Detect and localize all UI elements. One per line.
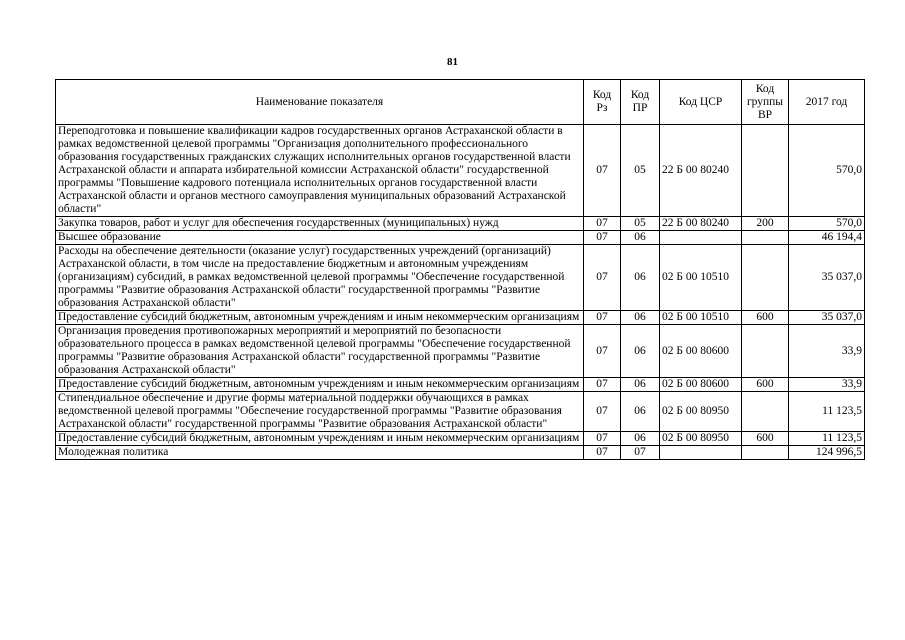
cell-vr [742,125,789,217]
table-row [56,311,865,325]
cell-vr: 600 [742,378,789,392]
cell-rz: 07 [584,125,621,217]
cell-rz: 07 [584,217,621,231]
cell-pr: 06 [621,378,660,392]
cell-name: Высшее образование [56,231,584,245]
header-csr: Код ЦСР [660,80,742,125]
cell-pr: 05 [621,217,660,231]
cell-rz: 07 [584,432,621,446]
cell-amount: 11 123,5 [789,432,865,446]
cell-pr: 07 [621,446,660,460]
cell-rz: 07 [584,245,621,311]
cell-name: Расходы на обеспечение деятельности (оказание услуг) государственных учреждений (организаций) Астраханской области, в том числе на предоставление бюджетным и автономным учреждениям (организациям) субсидий, в рамках ведомственной целевой программы "Обеспечение государственной программы "Развитие образования Астраханской области" государственной программы "Развитие образования Астраханской области" [56,245,584,311]
table-row [56,392,865,432]
cell-name: Организация проведения противопожарных мероприятий и мероприятий по безопасности образовательного процесса в рамках ведомственной целевой программы "Обеспечение государственной программы "Развитие образования Астраханской области" государственной программы "Развитие образования Астраханской области" [56,325,584,378]
cell-name: Стипендиальное обеспечение и другие формы материальной поддержки обучающихся в рамках ведомственной целевой программы "Обеспечение государственной программы "Развитие образования Астраханской области" государственной программы "Развитие образования Астраханской области" [56,392,584,432]
cell-rz: 07 [584,325,621,378]
table-row [56,446,865,460]
table-row [56,217,865,231]
page-number: 81 [447,56,458,68]
cell-amount: 33,9 [789,378,865,392]
header-year: 2017 год [789,80,865,125]
table-row [56,125,865,217]
cell-name: Предоставление субсидий бюджетным, автономным учреждениям и иным некоммерческим организациям [56,432,584,446]
cell-amount: 35 037,0 [789,311,865,325]
cell-pr: 06 [621,231,660,245]
cell-vr [742,231,789,245]
cell-vr [742,325,789,378]
cell-vr: 600 [742,432,789,446]
cell-csr [660,231,742,245]
header-name: Наименование показателя [56,80,584,125]
cell-rz: 07 [584,446,621,460]
cell-amount: 124 996,5 [789,446,865,460]
cell-amount: 570,0 [789,125,865,217]
cell-amount: 33,9 [789,325,865,378]
table-row [56,325,865,378]
cell-pr: 06 [621,392,660,432]
cell-amount: 11 123,5 [789,392,865,432]
header-pr: Код ПР [621,80,660,125]
table-row [56,378,865,392]
cell-rz: 07 [584,392,621,432]
cell-csr: 22 Б 00 80240 [660,217,742,231]
cell-pr: 05 [621,125,660,217]
cell-vr: 200 [742,217,789,231]
cell-csr [660,446,742,460]
cell-amount: 570,0 [789,217,865,231]
table-row [56,432,865,446]
cell-csr: 02 Б 00 10510 [660,311,742,325]
cell-vr [742,245,789,311]
cell-rz: 07 [584,311,621,325]
cell-name: Предоставление субсидий бюджетным, автономным учреждениям и иным некоммерческим организациям [56,378,584,392]
cell-rz: 07 [584,231,621,245]
cell-amount: 35 037,0 [789,245,865,311]
table-header-row [56,80,865,125]
cell-vr [742,446,789,460]
cell-vr: 600 [742,311,789,325]
cell-rz: 07 [584,378,621,392]
header-rz: Код Рз [584,80,621,125]
budget-table [55,79,865,460]
cell-pr: 06 [621,325,660,378]
cell-name: Закупка товаров, работ и услуг для обеспечения государственных (муниципальных) нужд [56,217,584,231]
cell-csr: 02 Б 00 80600 [660,378,742,392]
table-row [56,245,865,311]
cell-name: Предоставление субсидий бюджетным, автономным учреждениям и иным некоммерческим организациям [56,311,584,325]
cell-pr: 06 [621,432,660,446]
cell-csr: 02 Б 00 80950 [660,432,742,446]
cell-pr: 06 [621,245,660,311]
header-vr: Код группы ВР [742,80,789,125]
cell-pr: 06 [621,311,660,325]
cell-name: Переподготовка и повышение квалификации кадров государственных органов Астраханской области в рамках ведомственной целевой программы "Организация дополнительного профессионального образования государственных гражданских служащих исполнительных органов государственной власти Астраханской области и аппарата избирательной комиссии Астраханской области" государственной программы "Повышение кадрового потенциала исполнительных органов государственной власти Астраханской области и органов местного самоуправления муниципальных образований Астраханской области" [56,125,584,217]
cell-csr: 02 Б 00 80950 [660,392,742,432]
cell-amount: 46 194,4 [789,231,865,245]
cell-csr: 02 Б 00 10510 [660,245,742,311]
cell-csr: 22 Б 00 80240 [660,125,742,217]
table-row [56,231,865,245]
cell-name: Молодежная политика [56,446,584,460]
cell-csr: 02 Б 00 80600 [660,325,742,378]
cell-vr [742,392,789,432]
